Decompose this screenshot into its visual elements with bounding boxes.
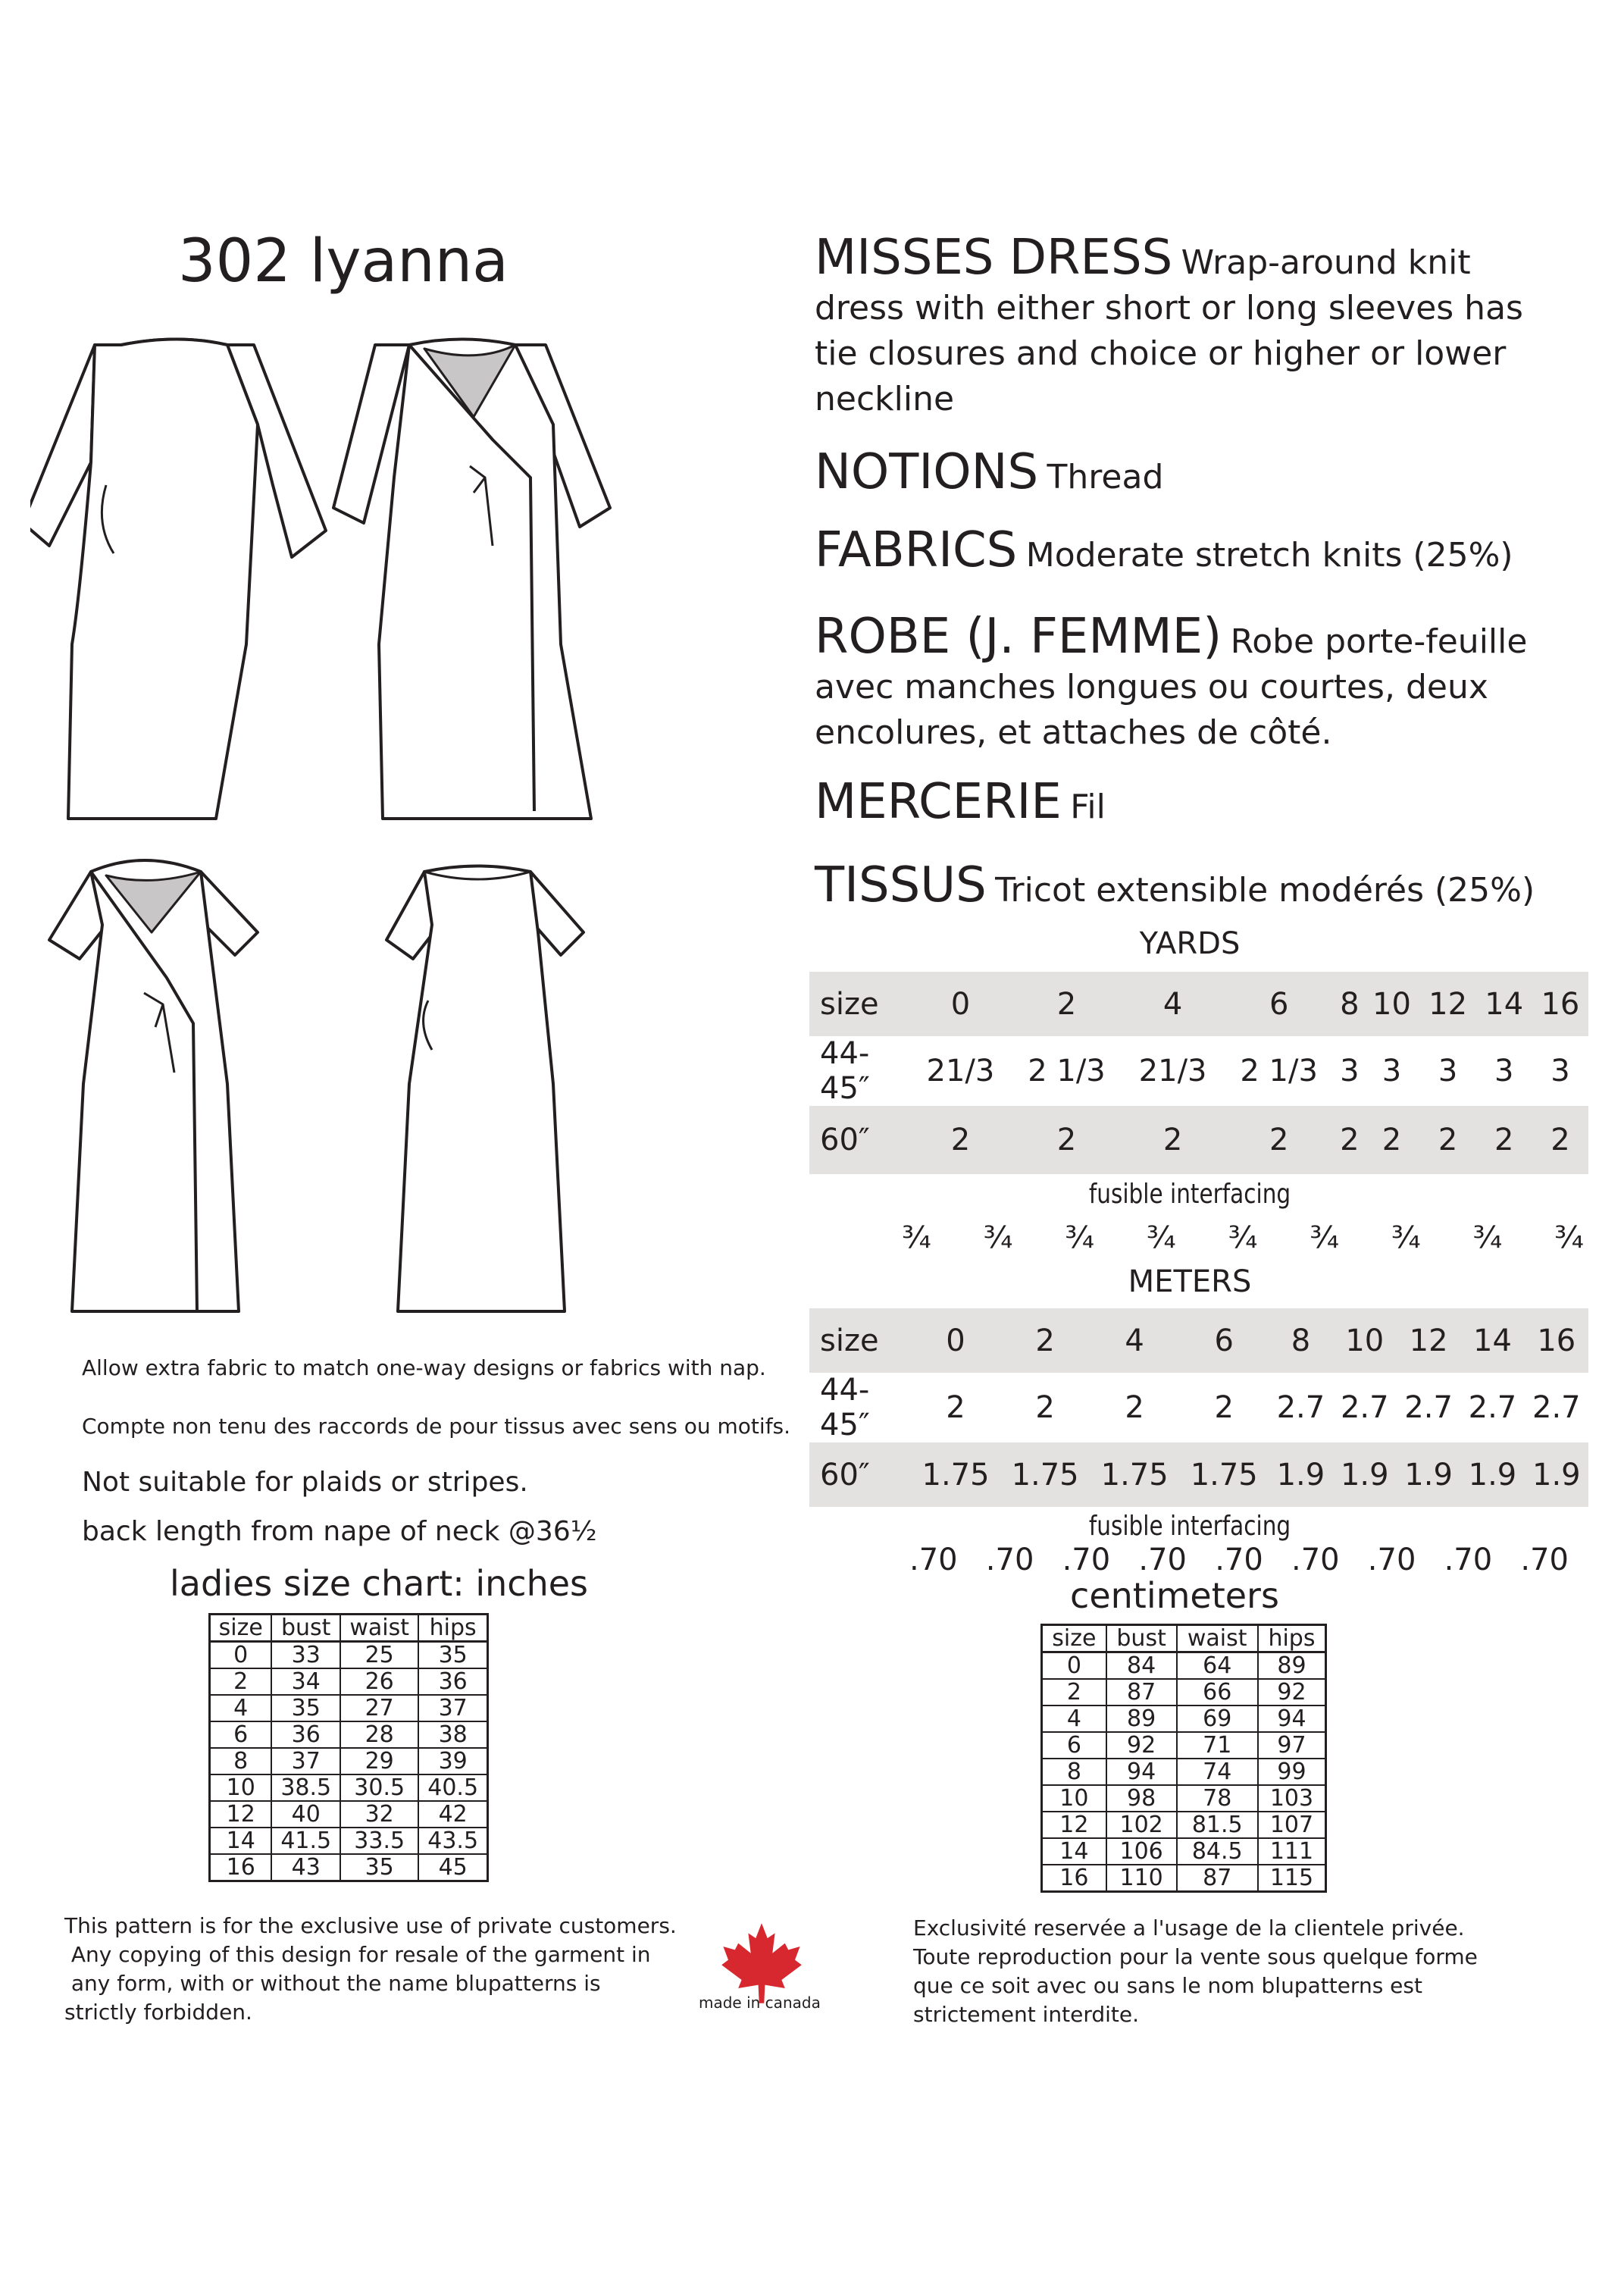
yard-value: 2 xyxy=(1269,1123,1289,1157)
meter-value: 1.75 xyxy=(922,1457,990,1493)
meter-value: 2 xyxy=(946,1390,965,1425)
cell-waist: 29 xyxy=(340,1748,418,1774)
cell-size: 2 xyxy=(1042,1679,1106,1706)
meter-value: 2 xyxy=(1125,1390,1144,1425)
width-label: 60″ xyxy=(820,1123,870,1157)
cell-size: 4 xyxy=(210,1695,272,1721)
cell-waist: 26 xyxy=(340,1668,418,1695)
robe-text-1: Robe porte-feuille xyxy=(1230,622,1528,661)
yards-table xyxy=(809,972,1588,1174)
yard-value: 21/3 xyxy=(926,1054,995,1088)
cell-waist: 71 xyxy=(1177,1732,1258,1759)
legal-notice-fr: Exclusivité reservée a l'usage de la clientele privée. Toute reproduction pour la vente sous quelque forme que ce soit avec ou sans le nom blupatterns est strictement interdite. xyxy=(913,1915,1478,2027)
notions-text: Thread xyxy=(1047,458,1164,496)
cell-hips: 37 xyxy=(418,1695,487,1721)
table-row xyxy=(210,1721,488,1748)
header-size: size xyxy=(210,1615,272,1642)
short-sleeve-front-drawing xyxy=(49,860,258,1311)
robe-text-2: avec manches longues ou courtes, deux xyxy=(815,668,1488,706)
header-size: size xyxy=(1042,1625,1106,1652)
yards-60-row xyxy=(809,1106,1588,1174)
width-label: 44-45″ xyxy=(820,1036,870,1106)
fusible-value: .70 xyxy=(1520,1543,1569,1577)
notions-heading: NOTIONS xyxy=(815,444,1039,500)
cell-bust: 43 xyxy=(271,1854,340,1881)
yard-value: 2 1/3 xyxy=(1028,1054,1106,1088)
notions-section xyxy=(815,444,1580,501)
size-value: 10 xyxy=(1372,986,1411,1022)
meter-value: 1.9 xyxy=(1276,1457,1325,1493)
cell-bust: 37 xyxy=(271,1748,340,1774)
cell-bust: 40 xyxy=(271,1801,340,1828)
yards-44-row xyxy=(809,1036,1588,1106)
misses-dress-text-4: neckline xyxy=(815,380,955,418)
fusible-value: ¾ xyxy=(1228,1220,1258,1255)
yard-value: 2 xyxy=(1550,1123,1570,1157)
cell-size: 14 xyxy=(210,1828,272,1854)
cell-size: 12 xyxy=(210,1801,272,1828)
cell-bust: 87 xyxy=(1106,1679,1177,1706)
yards-fusible-caption: fusible interfacing xyxy=(1088,1179,1291,1210)
cell-size: 4 xyxy=(1042,1706,1106,1732)
tissus-text: Tricot extensible modérés (25%) xyxy=(995,871,1535,910)
back-length-note: back length from nape of neck @36½ xyxy=(82,1516,597,1547)
mercerie-text: Fil xyxy=(1070,788,1106,826)
cell-size: 10 xyxy=(1042,1785,1106,1812)
meters-fusible-caption: fusible interfacing xyxy=(1088,1511,1291,1542)
size-value: 16 xyxy=(1537,1323,1576,1358)
yard-value: 3 xyxy=(1381,1054,1402,1088)
header-bust: bust xyxy=(271,1615,340,1642)
cell-waist: 32 xyxy=(340,1801,418,1828)
yard-value: 3 xyxy=(1550,1054,1570,1088)
fusible-value: .70 xyxy=(1291,1543,1340,1577)
fusible-value: .70 xyxy=(1215,1543,1263,1577)
mercerie-section xyxy=(815,774,1580,831)
fusible-value: ¾ xyxy=(1554,1220,1584,1255)
fusible-value: ¾ xyxy=(983,1220,1013,1255)
cell-bust: 89 xyxy=(1106,1706,1177,1732)
fusible-value: ¾ xyxy=(902,1220,931,1255)
cell-hips: 36 xyxy=(418,1668,487,1695)
size-value: 2 xyxy=(1035,1323,1055,1358)
table-row xyxy=(1042,1812,1326,1838)
meters-size-row xyxy=(809,1308,1588,1373)
long-sleeve-back-drawing xyxy=(30,340,326,819)
table-row xyxy=(1042,1732,1326,1759)
width-label: 60″ xyxy=(820,1457,870,1493)
table-row xyxy=(210,1774,488,1801)
cell-bust: 98 xyxy=(1106,1785,1177,1812)
cell-hips: 99 xyxy=(1258,1759,1326,1785)
yard-value: 3 xyxy=(1438,1054,1458,1088)
extra-fabric-note-en: Allow extra fabric to match one-way designs or fabrics with nap. xyxy=(82,1355,766,1380)
meters-caption: METERS xyxy=(1128,1264,1252,1299)
table-row xyxy=(1042,1785,1326,1812)
cell-bust: 84 xyxy=(1106,1652,1177,1680)
size-value: 16 xyxy=(1541,986,1580,1022)
fusible-value: .70 xyxy=(1138,1543,1187,1577)
cell-size: 16 xyxy=(1042,1865,1106,1892)
cell-waist: 33.5 xyxy=(340,1828,418,1854)
table-header-row xyxy=(1042,1625,1326,1652)
cell-bust: 92 xyxy=(1106,1732,1177,1759)
cm-chart-title: centimeters xyxy=(1070,1575,1279,1616)
size-value: 4 xyxy=(1162,986,1183,1022)
misses-dress-text-2: dress with either short or long sleeves has xyxy=(815,289,1523,327)
size-label: size xyxy=(820,1323,879,1358)
cell-hips: 89 xyxy=(1258,1652,1326,1680)
not-suitable-note: Not suitable for plaids or stripes. xyxy=(82,1467,528,1498)
meter-value: 1.9 xyxy=(1468,1457,1517,1493)
yard-value: 2 xyxy=(1494,1123,1514,1157)
header-waist: waist xyxy=(340,1615,418,1642)
cell-waist: 69 xyxy=(1177,1706,1258,1732)
meter-value: 2.7 xyxy=(1532,1390,1581,1425)
meter-value: 1.75 xyxy=(1011,1457,1079,1493)
yards-caption: YARDS xyxy=(1139,926,1241,961)
header-hips: hips xyxy=(418,1615,487,1642)
cell-size: 16 xyxy=(210,1854,272,1881)
cell-size: 10 xyxy=(210,1774,272,1801)
made-in-canada-label: made in canada xyxy=(699,1994,821,2012)
cell-hips: 45 xyxy=(418,1854,487,1881)
cell-size: 14 xyxy=(1042,1838,1106,1865)
header-hips: hips xyxy=(1258,1625,1326,1652)
width-label: 44-45″ xyxy=(820,1373,870,1442)
cell-waist: 25 xyxy=(340,1642,418,1669)
pattern-title: 302 lyanna xyxy=(178,227,508,296)
cell-bust: 35 xyxy=(271,1695,340,1721)
fusible-value: .70 xyxy=(1062,1543,1111,1577)
cell-bust: 38.5 xyxy=(271,1774,340,1801)
tissus-heading: TISSUS xyxy=(815,857,987,913)
cell-waist: 78 xyxy=(1177,1785,1258,1812)
cell-waist: 64 xyxy=(1177,1652,1258,1680)
meter-value: 2 xyxy=(1214,1390,1234,1425)
table-header-row xyxy=(210,1615,488,1642)
cell-hips: 92 xyxy=(1258,1679,1326,1706)
size-value: 6 xyxy=(1214,1323,1234,1358)
fusible-value: .70 xyxy=(1367,1543,1416,1577)
meters-table xyxy=(809,1308,1588,1507)
yard-value: 2 xyxy=(1438,1123,1458,1157)
fusible-value: ¾ xyxy=(1146,1220,1176,1255)
cell-hips: 111 xyxy=(1258,1838,1326,1865)
cell-waist: 35 xyxy=(340,1854,418,1881)
garment-drawings xyxy=(30,326,803,1342)
fabrics-text: Moderate stretch knits (25%) xyxy=(1025,536,1513,575)
meter-value: 2.7 xyxy=(1404,1390,1453,1425)
cell-bust: 33 xyxy=(271,1642,340,1669)
size-label: size xyxy=(820,986,879,1022)
cell-waist: 81.5 xyxy=(1177,1812,1258,1838)
cell-hips: 97 xyxy=(1258,1732,1326,1759)
legal-notice-en: This pattern is for the exclusive use of private customers. Any copying of this design for resale of the garment in any form, with or without the name blupatterns is strictly forbidden. xyxy=(64,1913,677,2025)
meter-value: 2 xyxy=(1035,1390,1055,1425)
table-row xyxy=(1042,1838,1326,1865)
cell-hips: 107 xyxy=(1258,1812,1326,1838)
cell-waist: 84.5 xyxy=(1177,1838,1258,1865)
extra-fabric-note-fr: Compte non tenu des raccords de pour tissus avec sens ou motifs. xyxy=(82,1414,791,1439)
meter-value: 2.7 xyxy=(1468,1390,1517,1425)
table-row xyxy=(1042,1652,1326,1680)
fusible-value: .70 xyxy=(1444,1543,1493,1577)
yard-value: 2 xyxy=(1056,1123,1077,1157)
cell-bust: 36 xyxy=(271,1721,340,1748)
yard-value: 2 xyxy=(1381,1123,1402,1157)
meter-value: 1.9 xyxy=(1532,1457,1581,1493)
size-value: 4 xyxy=(1125,1323,1144,1358)
robe-section xyxy=(815,609,1580,756)
cell-bust: 102 xyxy=(1106,1812,1177,1838)
cell-size: 2 xyxy=(210,1668,272,1695)
cell-hips: 39 xyxy=(418,1748,487,1774)
cell-waist: 27 xyxy=(340,1695,418,1721)
yard-value: 3 xyxy=(1494,1054,1514,1088)
cell-bust: 41.5 xyxy=(271,1828,340,1854)
table-row xyxy=(1042,1759,1326,1785)
yard-value: 2 xyxy=(950,1123,971,1157)
ladies-chart-title: ladies size chart: inches xyxy=(170,1563,588,1604)
size-value: 14 xyxy=(1485,986,1524,1022)
size-value: 14 xyxy=(1473,1323,1512,1358)
meter-value: 2.7 xyxy=(1340,1390,1389,1425)
misses-dress-heading: MISSES DRESS xyxy=(815,230,1173,286)
cell-bust: 110 xyxy=(1106,1865,1177,1892)
short-sleeve-back-drawing xyxy=(386,866,584,1312)
cell-hips: 103 xyxy=(1258,1785,1326,1812)
long-sleeve-front-drawing xyxy=(333,340,610,819)
size-value: 6 xyxy=(1269,986,1289,1022)
cell-waist: 66 xyxy=(1177,1679,1258,1706)
misses-dress-text-3: tie closures and choice or higher or lower xyxy=(815,334,1507,373)
header-waist: waist xyxy=(1177,1625,1258,1652)
cm-size-table xyxy=(1040,1624,1327,1893)
table-row xyxy=(210,1668,488,1695)
yard-value: 2 xyxy=(1162,1123,1183,1157)
cell-hips: 40.5 xyxy=(418,1774,487,1801)
size-value: 8 xyxy=(1340,986,1360,1022)
meter-value: 1.75 xyxy=(1100,1457,1169,1493)
cell-waist: 28 xyxy=(340,1721,418,1748)
meters-44-row xyxy=(809,1373,1588,1442)
fusible-value: ¾ xyxy=(1472,1220,1503,1255)
table-row xyxy=(210,1748,488,1774)
yard-value: 21/3 xyxy=(1138,1054,1207,1088)
robe-heading: ROBE (J. FEMME) xyxy=(815,609,1222,665)
cell-waist: 30.5 xyxy=(340,1774,418,1801)
cell-bust: 106 xyxy=(1106,1838,1177,1865)
yard-value: 2 1/3 xyxy=(1240,1054,1318,1088)
cell-size: 8 xyxy=(1042,1759,1106,1785)
meters-60-row xyxy=(809,1442,1588,1507)
cell-waist: 87 xyxy=(1177,1865,1258,1892)
size-value: 10 xyxy=(1345,1323,1385,1358)
size-value: 0 xyxy=(946,1323,965,1358)
cell-hips: 94 xyxy=(1258,1706,1326,1732)
size-value: 0 xyxy=(950,986,971,1022)
meter-value: 1.9 xyxy=(1340,1457,1389,1493)
cell-size: 6 xyxy=(1042,1732,1106,1759)
table-row xyxy=(210,1828,488,1854)
size-value: 12 xyxy=(1428,986,1468,1022)
fusible-value: ¾ xyxy=(1065,1220,1095,1255)
yard-value: 3 xyxy=(1340,1054,1360,1088)
cell-hips: 43.5 xyxy=(418,1828,487,1854)
misses-dress-section xyxy=(815,230,1580,423)
fusible-value: ¾ xyxy=(1391,1220,1421,1255)
yards-fusible-row xyxy=(902,1220,1584,1255)
fusible-value: .70 xyxy=(985,1543,1034,1577)
table-row xyxy=(1042,1865,1326,1892)
meters-fusible-row xyxy=(909,1543,1569,1577)
table-row xyxy=(1042,1706,1326,1732)
size-value: 2 xyxy=(1056,986,1077,1022)
cell-hips: 42 xyxy=(418,1801,487,1828)
table-row xyxy=(210,1801,488,1828)
fusible-value: ¾ xyxy=(1310,1220,1339,1255)
ladies-size-table xyxy=(208,1613,489,1882)
cell-size: 0 xyxy=(1042,1652,1106,1680)
cell-hips: 115 xyxy=(1258,1865,1326,1892)
maple-leaf-icon xyxy=(720,1922,803,2005)
meter-value: 1.9 xyxy=(1404,1457,1453,1493)
yard-value: 2 xyxy=(1340,1123,1360,1157)
mercerie-heading: MERCERIE xyxy=(815,774,1062,830)
robe-text-3: encolures, et attaches de côté. xyxy=(815,713,1332,752)
cell-hips: 35 xyxy=(418,1642,487,1669)
meter-value: 1.75 xyxy=(1190,1457,1258,1493)
fusible-value: .70 xyxy=(909,1543,958,1577)
yards-size-row xyxy=(809,972,1588,1036)
size-value: 12 xyxy=(1409,1323,1448,1358)
table-row xyxy=(210,1695,488,1721)
header-bust: bust xyxy=(1106,1625,1177,1652)
size-value: 8 xyxy=(1291,1323,1311,1358)
fabrics-section xyxy=(815,522,1580,579)
cell-hips: 38 xyxy=(418,1721,487,1748)
meter-value: 2.7 xyxy=(1276,1390,1325,1425)
tissus-section xyxy=(815,857,1580,914)
misses-dress-text-1: Wrap-around knit xyxy=(1181,243,1471,282)
table-row xyxy=(210,1642,488,1669)
cell-waist: 74 xyxy=(1177,1759,1258,1785)
cell-size: 12 xyxy=(1042,1812,1106,1838)
cell-bust: 94 xyxy=(1106,1759,1177,1785)
fabrics-heading: FABRICS xyxy=(815,522,1018,578)
cell-size: 6 xyxy=(210,1721,272,1748)
table-row xyxy=(1042,1679,1326,1706)
cell-size: 8 xyxy=(210,1748,272,1774)
cell-size: 0 xyxy=(210,1642,272,1669)
table-row xyxy=(210,1854,488,1881)
cell-bust: 34 xyxy=(271,1668,340,1695)
